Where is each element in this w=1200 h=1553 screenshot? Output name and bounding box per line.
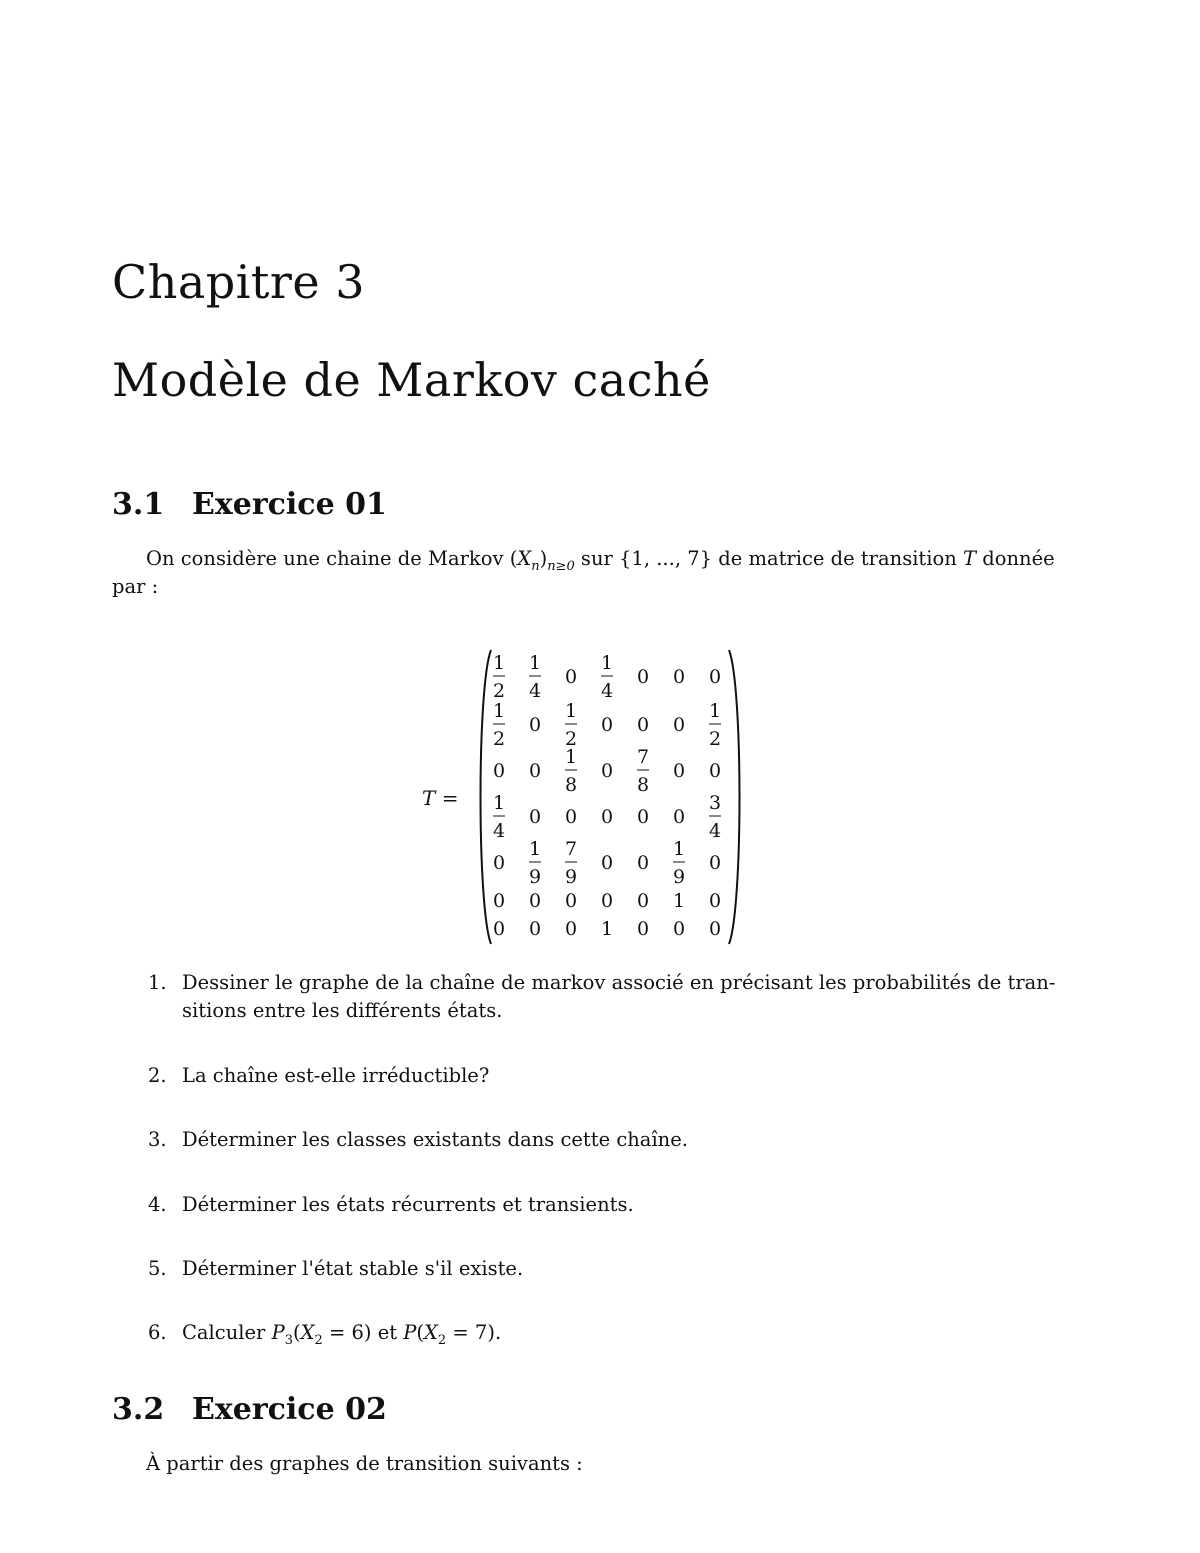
matrix-entry: 0: [636, 852, 650, 874]
fraction-numerator: 1: [708, 700, 722, 722]
matrix-entry: 0: [672, 806, 686, 828]
item-number: 6.: [148, 1321, 167, 1344]
section-title: Exercice 02: [192, 1392, 387, 1427]
math-subscript: 3: [284, 1332, 293, 1348]
exercise-intro: [112, 545, 1072, 601]
math-symbol: X: [424, 1321, 438, 1344]
fraction-denominator: 9: [672, 866, 686, 888]
intro-text: donnée: [976, 547, 1055, 570]
math-subscript: 2: [314, 1332, 323, 1348]
item-number: 3.: [148, 1128, 167, 1151]
item-text: Déterminer les classes existants dans cette chaîne.: [182, 1128, 688, 1151]
matrix-lhs-symbol: T: [422, 786, 436, 810]
chapter-title: Modèle de Markov caché: [112, 353, 711, 407]
matrix-entry: 0: [600, 760, 614, 782]
fraction-numerator: 1: [528, 838, 542, 860]
exercise-2-intro-text: À partir des graphes de transition suivants :: [146, 1452, 583, 1475]
matrix-entry: 0: [492, 890, 506, 912]
fraction-denominator: 2: [564, 728, 578, 750]
fraction-denominator: 2: [708, 728, 722, 750]
chapter-label: Chapitre 3: [112, 255, 365, 309]
matrix-entry: 0: [564, 666, 578, 688]
matrix-entry: 0: [636, 918, 650, 940]
intro-line-1: On considère une chaine de Markov $(X_n)_{n\ge 0}$ sur {1, ..., 7} de matrice de transition T donnée: [146, 547, 1055, 574]
math-subscript: 2: [437, 1332, 447, 1348]
sequence-range: n≥0: [547, 558, 575, 574]
transition-matrix: [475, 646, 745, 948]
fraction-numerator: 7: [636, 746, 650, 768]
matrix-entry: 0: [564, 918, 578, 940]
right-parenthesis: [729, 650, 740, 944]
section-title: Exercice 01: [192, 487, 387, 522]
matrix-entry: 0: [672, 760, 686, 782]
fraction-numerator: 1: [528, 652, 542, 674]
fraction-denominator: 2: [492, 728, 506, 750]
matrix-entry: 0: [492, 852, 506, 874]
item-line: sitions entre les différents états.: [182, 999, 503, 1022]
matrix-entry: 0: [564, 890, 578, 912]
matrix-entry: 0: [600, 890, 614, 912]
math-text: = 7).: [446, 1321, 502, 1344]
section-number: 3.1: [112, 487, 165, 522]
matrix-entry: 0: [492, 760, 506, 782]
fraction-denominator: 8: [636, 774, 650, 796]
math-text: = 6): [322, 1321, 372, 1344]
matrix-cells: [493, 652, 721, 940]
matrix-entry: 1: [672, 890, 686, 912]
matrix-entry: 0: [600, 852, 614, 874]
item-number: 5.: [148, 1257, 167, 1280]
matrix-lhs: [422, 784, 458, 812]
item-text: La chaîne est-elle irréductible?: [182, 1064, 490, 1087]
math-symbol: P: [271, 1321, 285, 1344]
matrix-entry: 0: [708, 890, 722, 912]
matrix-entry: 0: [564, 806, 578, 828]
fraction-denominator: 4: [600, 680, 614, 702]
item-text: Déterminer les états récurrents et transients.: [182, 1193, 634, 1216]
exercise-2-intro: [112, 1450, 1072, 1478]
matrix-entry: 0: [528, 806, 542, 828]
equals-sign: =: [441, 786, 459, 810]
matrix-entry: 0: [528, 760, 542, 782]
matrix-entry: 0: [528, 890, 542, 912]
item-text: [182, 969, 1068, 1025]
item-number: 1.: [148, 971, 167, 994]
math-text: (: [416, 1321, 425, 1344]
section-number: 3.2: [112, 1392, 165, 1427]
item-line: Dessiner le graphe de la chaîne de markov associé en précisant les probabilités de tran-: [182, 971, 1056, 994]
fraction-numerator: 1: [672, 838, 686, 860]
fraction-denominator: 8: [564, 774, 578, 796]
section-heading-3-2: [112, 1390, 387, 1430]
matrix-entry: 0: [708, 666, 722, 688]
matrix-entry: 0: [528, 714, 542, 736]
sequence-subscript: n: [531, 558, 540, 574]
fraction-numerator: 1: [492, 652, 506, 674]
math-symbol: P: [403, 1321, 417, 1344]
item-number: 2.: [148, 1064, 167, 1087]
fraction-numerator: 7: [564, 838, 578, 860]
matrix-entry: 0: [636, 806, 650, 828]
matrix-symbol: T: [963, 547, 977, 570]
matrix-entry: 0: [672, 714, 686, 736]
item-text: [182, 1319, 1068, 1347]
intro-text: On considère une chaine de Markov: [146, 547, 510, 570]
matrix-entry: 1: [600, 918, 614, 940]
intro-line-2: par :: [112, 575, 159, 598]
item-text-part: Calculer: [182, 1321, 272, 1344]
intro-text: sur {1, ..., 7} de matrice de transition: [574, 547, 964, 570]
matrix-entry: 0: [636, 714, 650, 736]
matrix-entry: 0: [492, 918, 506, 940]
matrix-entry: 0: [672, 666, 686, 688]
matrix-entry: 0: [600, 806, 614, 828]
left-parenthesis: [481, 650, 492, 944]
item-text: Déterminer l'état stable s'il existe.: [182, 1257, 524, 1280]
item-number: 4.: [148, 1193, 167, 1216]
fraction-denominator: 4: [492, 820, 506, 842]
fraction-denominator: 4: [528, 680, 542, 702]
sequence-variable: X: [517, 547, 532, 570]
matrix-entry: 0: [636, 666, 650, 688]
fraction-numerator: 1: [564, 746, 578, 768]
fraction-numerator: 1: [492, 700, 506, 722]
fraction-denominator: 9: [528, 866, 542, 888]
section-heading-3-1: [112, 485, 387, 525]
fraction-numerator: 1: [564, 700, 578, 722]
matrix-entry: 0: [672, 918, 686, 940]
matrix-entry: 0: [600, 714, 614, 736]
fraction-numerator: 1: [492, 792, 506, 814]
fraction-numerator: 1: [600, 652, 614, 674]
fraction-denominator: 9: [564, 866, 578, 888]
matrix-entry: 0: [528, 918, 542, 940]
transition-matrix-equation: [0, 646, 1200, 948]
fraction-numerator: 3: [708, 792, 722, 814]
matrix-entry: 0: [708, 760, 722, 782]
fraction-denominator: 2: [492, 680, 506, 702]
matrix-entry: 0: [636, 890, 650, 912]
fraction-denominator: 4: [708, 820, 722, 842]
matrix-entry: 0: [708, 918, 722, 940]
matrix-entry: 0: [708, 852, 722, 874]
math-text: (: [292, 1321, 301, 1344]
item-text-part: et: [371, 1321, 404, 1344]
math-symbol: X: [300, 1321, 315, 1344]
